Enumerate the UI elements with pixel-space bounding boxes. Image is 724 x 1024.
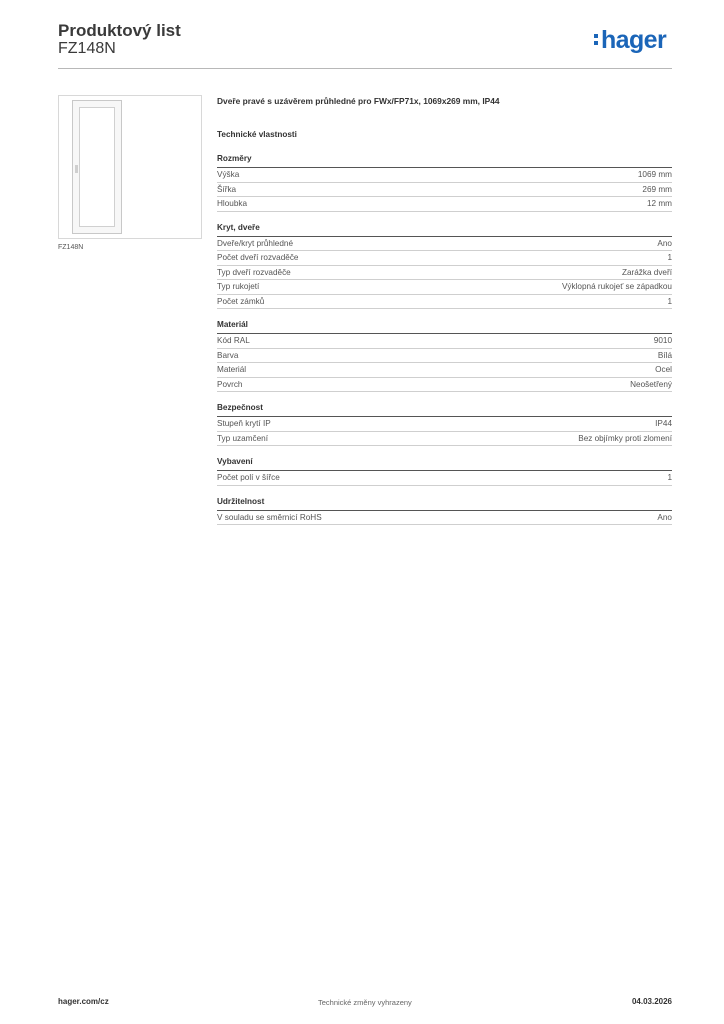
header-divider (58, 68, 672, 69)
door-illustration (72, 100, 122, 234)
spec-label: Počet dveří rozvaděče (217, 253, 299, 262)
spec-value: 1 (667, 253, 672, 262)
spec-label: Povrch (217, 379, 243, 389)
spec-row (217, 432, 672, 447)
spec-section-title: Materiál (217, 320, 672, 334)
spec-label: Materiál (217, 365, 247, 374)
spec-label: Kód RAL (217, 336, 250, 345)
spec-value: Bílá (657, 350, 672, 360)
spec-section (217, 320, 672, 392)
spec-value: Neošetřený (630, 379, 672, 389)
spec-row (217, 363, 672, 378)
spec-section-title: Udržitelnost (217, 497, 672, 511)
spec-label: V souladu se směrnicí RoHS (217, 512, 322, 522)
footer-website: hager.com/cz (58, 997, 109, 1006)
spec-row (217, 349, 672, 364)
spec-value: Bez objímky proti zlomení (578, 433, 672, 443)
logo-dots-icon (594, 34, 600, 45)
spec-content (217, 96, 672, 536)
spec-label: Výška (217, 170, 240, 179)
spec-value: 9010 (653, 336, 672, 345)
footer-date: 04.03.2026 (631, 997, 672, 1006)
spec-value: Ocel (655, 365, 672, 374)
spec-row (217, 168, 672, 183)
spec-row (217, 511, 672, 526)
spec-label: Typ dveří rozvaděče (217, 267, 291, 277)
spec-value: 1 (667, 296, 672, 306)
spec-section (217, 403, 672, 446)
spec-label: Hloubka (217, 199, 248, 208)
spec-row (217, 266, 672, 281)
spec-section (217, 223, 672, 310)
spec-value: 1 (667, 473, 672, 482)
spec-label: Dveře/kryt průhledné (217, 238, 293, 248)
spec-label: Stupeň krytí IP (217, 419, 271, 428)
spec-row (217, 237, 672, 252)
spec-section (217, 497, 672, 526)
spec-section-title: Rozměry (217, 154, 672, 168)
product-image (58, 95, 202, 239)
product-description: Dveře pravé s uzávěrem průhledné pro FWx/FP71x, 1069x269 mm, IP44 (217, 96, 500, 106)
hager-logo (594, 26, 666, 55)
spec-value: Výklopná rukojeť se západkou (561, 282, 672, 291)
spec-row (217, 295, 672, 310)
spec-row (217, 471, 672, 486)
spec-section (217, 154, 672, 212)
specs-heading: Technické vlastnosti (217, 130, 297, 139)
spec-label: Počet polí v šířce (217, 473, 280, 482)
spec-value: Zarážka dveří (621, 267, 672, 277)
spec-sections (217, 154, 672, 525)
spec-row (217, 251, 672, 266)
spec-value: Ano (657, 512, 672, 522)
spec-value: 269 mm (642, 184, 672, 194)
spec-value: 1069 mm (637, 170, 672, 179)
spec-value: Ano (657, 238, 672, 248)
spec-section-title: Kryt, dveře (217, 223, 672, 237)
spec-label: Šířka (217, 184, 237, 194)
door-lock-icon (75, 165, 78, 173)
spec-row (217, 417, 672, 432)
spec-row (217, 197, 672, 212)
spec-label: Barva (217, 350, 239, 360)
spec-section (217, 457, 672, 486)
product-code: FZ148N (58, 40, 116, 57)
footer-note: Technické změny vyhrazeny (318, 998, 412, 1007)
product-image-caption: FZ148N (58, 244, 84, 251)
spec-row (217, 280, 672, 295)
spec-row (217, 183, 672, 198)
logo-text: hager (601, 26, 667, 54)
spec-section-title: Vybavení (217, 457, 672, 471)
door-window (79, 107, 115, 227)
spec-value: IP44 (655, 419, 672, 428)
spec-section-title: Bezpečnost (217, 403, 672, 417)
spec-label: Počet zámků (217, 296, 265, 306)
spec-label: Typ rukojetí (217, 282, 260, 291)
spec-value: 12 mm (646, 199, 672, 208)
spec-row (217, 378, 672, 393)
spec-row (217, 334, 672, 349)
page-title: Produktový list (58, 21, 181, 40)
spec-label: Typ uzamčení (217, 433, 268, 443)
